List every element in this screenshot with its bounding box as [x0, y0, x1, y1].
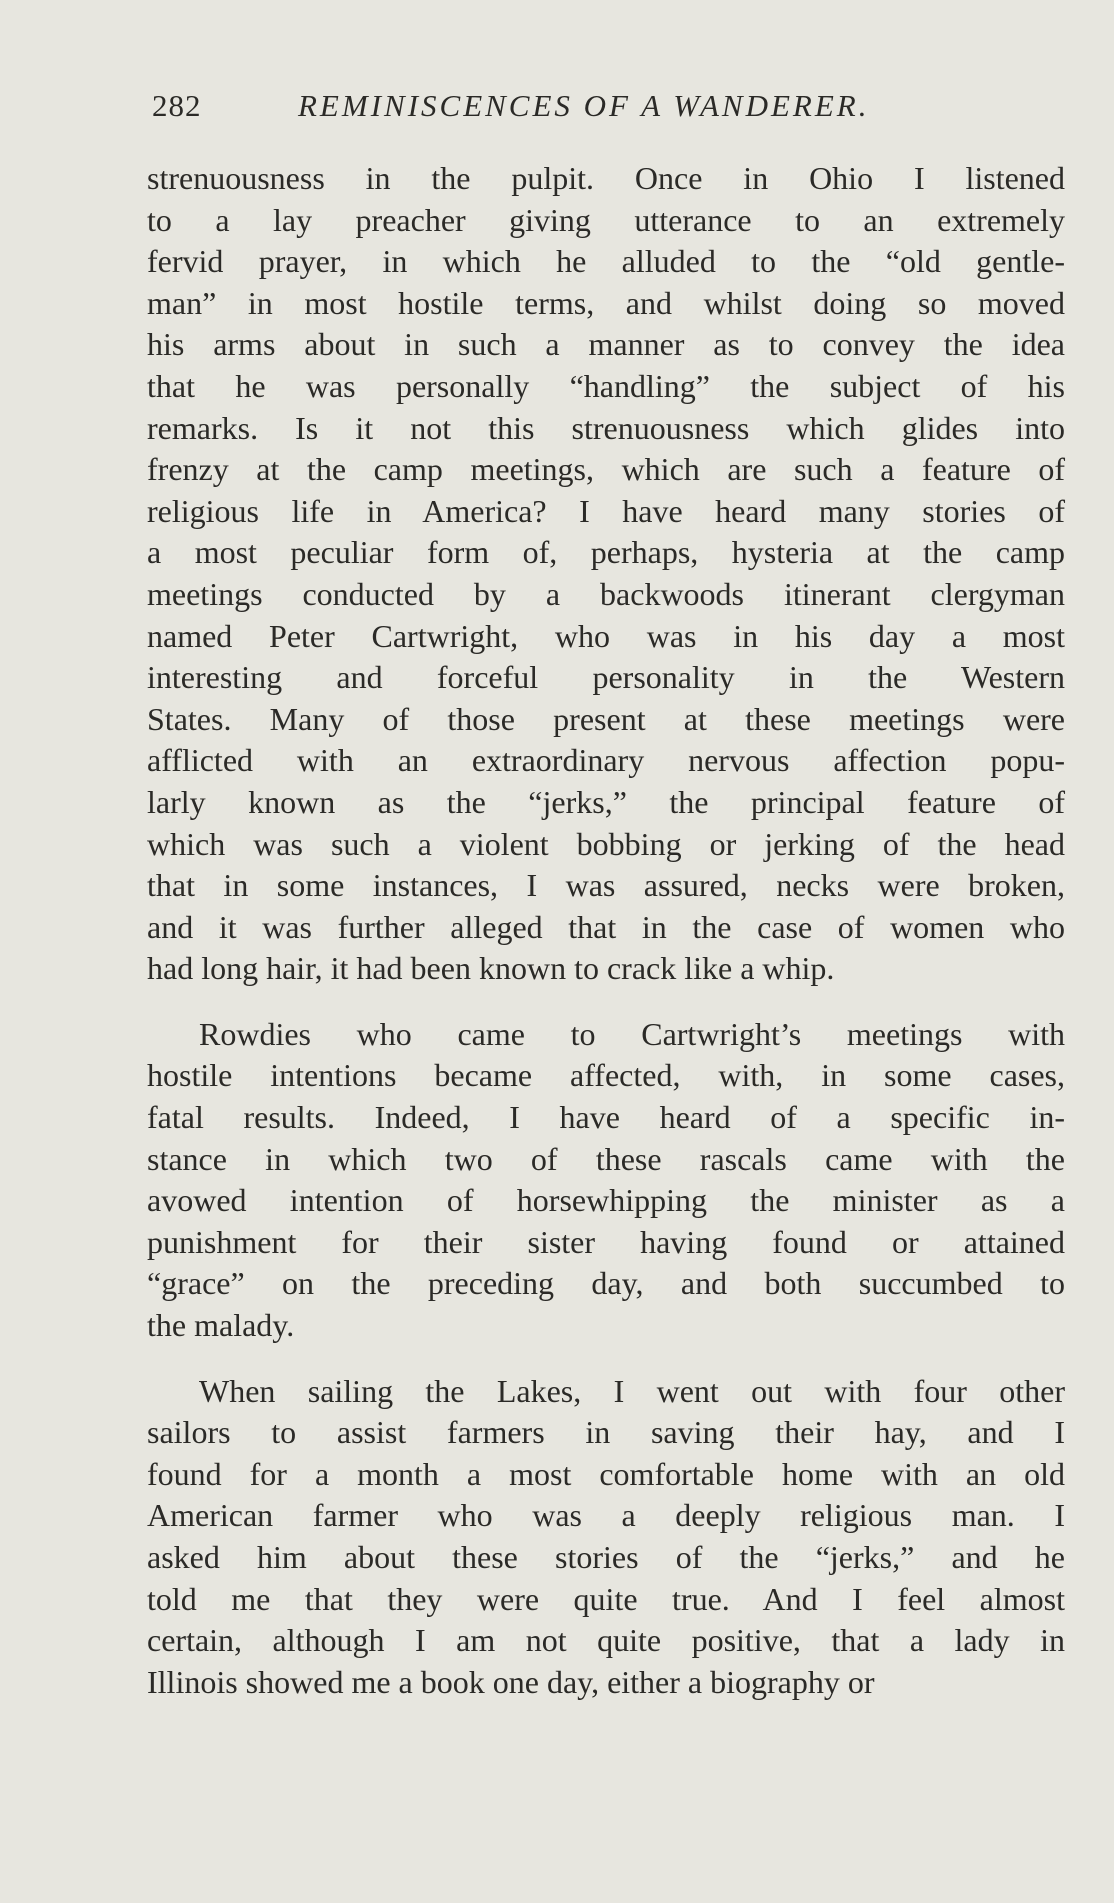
paragraph-gap — [147, 1347, 1065, 1371]
text-line: man” in most hostile terms, and whilst doing so moved — [147, 284, 1065, 321]
paragraph-3 — [147, 1371, 1065, 1704]
text-line: his arms about in such a manner as to convey the idea — [147, 326, 1065, 363]
text-line: the malady. — [147, 1307, 295, 1344]
text-line: States. Many of those present at these meetings were — [147, 700, 1065, 737]
text-line: meetings conducted by a backwoods itinerant clergyman — [147, 575, 1065, 612]
text-line: found for a month a most comfortable home with an old — [147, 1455, 1065, 1492]
text-line: sailors to assist farmers in saving their hay, and I — [147, 1414, 1065, 1451]
text-line: fatal results. Indeed, I have heard of a specific in- — [147, 1099, 1065, 1136]
text-line: fervid prayer, in which he alluded to the “old gentle- — [147, 243, 1065, 280]
paragraph-2 — [147, 1014, 1065, 1347]
text-line: certain, although I am not quite positive, that a lady in — [147, 1622, 1065, 1659]
page-number: 282 — [152, 88, 202, 123]
text-line: punishment for their sister having found or attained — [147, 1223, 1065, 1260]
running-title: REMINISCENCES OF A WANDERER. — [298, 88, 870, 123]
text-line: named Peter Cartwright, who was in his day a most — [147, 617, 1065, 654]
text-line: asked him about these stories of the “jerks,” and he — [147, 1539, 1065, 1575]
text-line: religious life in America? I have heard many stories of — [147, 492, 1065, 529]
text-line: Rowdies who came to Cartwright’s meetings with — [199, 1015, 1065, 1052]
text-line: afflicted with an extraordinary nervous affection popu- — [147, 742, 1065, 779]
text-line: stance in which two of these rascals came with the — [147, 1140, 1065, 1177]
text-line: told me that they were quite true. And I feel almost — [147, 1580, 1065, 1617]
paragraph-gap — [147, 990, 1065, 1014]
text-line: and it was further alleged that in the case of women who — [147, 908, 1065, 945]
text-line: hostile intentions became affected, with, in some cases, — [147, 1057, 1065, 1094]
text-line: frenzy at the camp meetings, which are such a feature of — [147, 451, 1065, 488]
paragraph-1 — [147, 158, 1065, 990]
text-line: to a lay preacher giving utterance to an extremely — [147, 201, 1065, 238]
running-head — [152, 88, 952, 128]
text-line: had long hair, it had been known to crack like a whip. — [147, 950, 835, 987]
text-line: that he was personally “handling” the subject of his — [147, 367, 1065, 404]
text-line: that in some instances, I was assured, necks were broken, — [147, 867, 1065, 904]
text-line: strenuousness in the pulpit. Once in Ohio I listened — [147, 160, 1065, 196]
text-line: American farmer who was a deeply religious man. I — [147, 1497, 1065, 1534]
text-line: When sailing the Lakes, I went out with four other — [199, 1372, 1065, 1409]
text-line: interesting and forceful personality in the Western — [147, 659, 1065, 696]
text-line: Illinois showed me a book one day, either a biography or — [147, 1663, 875, 1700]
text-line: avowed intention of horsewhipping the minister as a — [147, 1182, 1065, 1219]
text-line: “grace” on the preceding day, and both succumbed to — [147, 1265, 1065, 1302]
text-line: larly known as the “jerks,” the principal feature of — [147, 783, 1065, 820]
text-line: a most peculiar form of, perhaps, hysteria at the camp — [147, 534, 1065, 571]
text-line: which was such a violent bobbing or jerking of the head — [147, 825, 1065, 862]
body-text — [147, 158, 1065, 1703]
text-line: remarks. Is it not this strenuousness which glides into — [147, 409, 1065, 446]
